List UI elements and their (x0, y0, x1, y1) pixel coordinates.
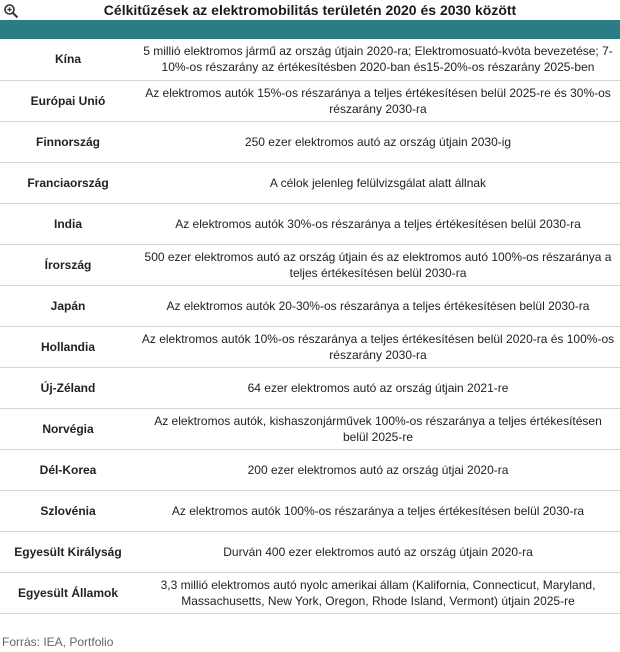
country-cell: Japán (0, 285, 136, 326)
source-note: Forrás: IEA, Portfolio (2, 635, 114, 649)
header-bar (0, 20, 620, 39)
table-row (0, 572, 620, 613)
goals-table (0, 39, 620, 614)
country-cell: Európai Unió (0, 80, 136, 121)
country-cell: Új-Zéland (0, 367, 136, 408)
country-cell: Szlovénia (0, 490, 136, 531)
goal-cell: Durván 400 ezer elektromos autó az ország útjain 2020-ra (136, 531, 620, 572)
goal-cell: A célok jelenleg felülvizsgálat alatt állnak (136, 162, 620, 203)
table-row (0, 408, 620, 449)
country-cell: India (0, 203, 136, 244)
table-row (0, 80, 620, 121)
goal-cell: 3,3 millió elektromos autó nyolc amerikai állam (Kalifornia, Connecticut, Maryland, Massachusetts, New York, Oregon, Rhode Island, Vermont) útjain 2025-re (136, 572, 620, 613)
country-cell: Kína (0, 39, 136, 80)
table-row (0, 121, 620, 162)
goal-cell: 5 millió elektromos jármű az ország útjain 2020-ra; Elektromosuató-kvóta bevezetése; 7-10%-os részarány az értékesítésben 2020-ban és15-20%-os részarány 2025-ben (136, 39, 620, 80)
country-cell: Norvégia (0, 408, 136, 449)
goal-cell: 200 ezer elektromos autó az ország útjai 2020-ra (136, 449, 620, 490)
country-cell: Egyesült Államok (0, 572, 136, 613)
table-row (0, 162, 620, 203)
goal-cell: Az elektromos autók 30%-os részaránya a teljes értékesítésen belül 2030-ra (136, 203, 620, 244)
table-row (0, 367, 620, 408)
table-row (0, 285, 620, 326)
goal-cell: Az elektromos autók 15%-os részaránya a teljes értékesítésen belül 2025-re és 30%-os részarány 2030-ra (136, 80, 620, 121)
goal-cell: 250 ezer elektromos autó az ország útjain 2030-ig (136, 121, 620, 162)
table-row (0, 531, 620, 572)
country-cell: Egyesült Királyság (0, 531, 136, 572)
country-cell: Dél-Korea (0, 449, 136, 490)
country-cell: Franciaország (0, 162, 136, 203)
goal-cell: Az elektromos autók, kishaszonjárművek 100%-os részaránya a teljes értékesítésen belül 2025-re (136, 408, 620, 449)
country-cell: Hollandia (0, 326, 136, 367)
table-row (0, 326, 620, 367)
country-cell: Finnország (0, 121, 136, 162)
goal-cell: 500 ezer elektromos autó az ország útjain és az elektromos autó 100%-os részaránya a teljes értékesítésen belül 2030-ra (136, 244, 620, 285)
goal-cell: 64 ezer elektromos autó az ország útjain 2021-re (136, 367, 620, 408)
table-row (0, 449, 620, 490)
country-cell: Írország (0, 244, 136, 285)
goal-cell: Az elektromos autók 10%-os részaránya a teljes értékesítésen belül 2020-ra és 100%-os részarány 2030-ra (136, 326, 620, 367)
table-row (0, 244, 620, 285)
page-title: Célkitűzések az elektromobilitás területén 2020 és 2030 között (103, 2, 517, 18)
table-row (0, 203, 620, 244)
table-row (0, 490, 620, 531)
goal-cell: Az elektromos autók 20-30%-os részaránya a teljes értékesítésen belül 2030-ra (136, 285, 620, 326)
table-row (0, 39, 620, 80)
goal-cell: Az elektromos autók 100%-os részaránya a teljes értékesítésen belül 2030-ra (136, 490, 620, 531)
